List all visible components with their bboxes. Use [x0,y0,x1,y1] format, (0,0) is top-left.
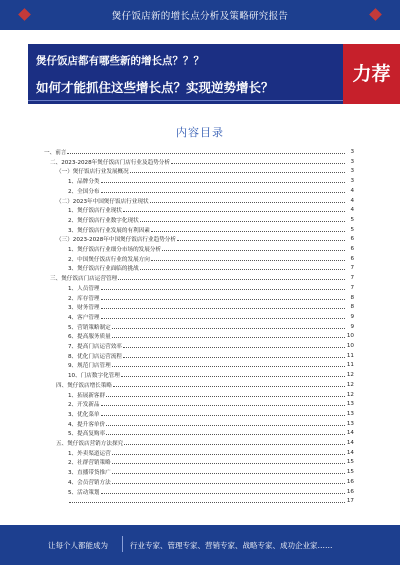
toc-heading: 内容目录 [176,126,224,139]
toc-entry[interactable] [44,410,354,418]
toc-entry-label: 1、拓展新客群 [68,392,106,399]
toc-entry-page: 9 [350,323,354,330]
toc-entry-label: 3、财务管理 [68,305,100,312]
toc-leader-dots [101,402,345,406]
toc-entry-label: 4、客户管理 [68,314,100,321]
toc-entry[interactable] [44,274,354,282]
toc-entry-label: 8、优化门店运营流程 [68,353,122,360]
toc-entry-page: 6 [350,255,354,262]
toc-leader-dots [123,208,345,212]
toc-entry-label: 2、全国分布 [68,188,100,195]
toc-entry-page: 3 [350,178,354,185]
toc-entry[interactable] [44,361,354,369]
toc-leader-dots [112,480,345,484]
toc-entry-page: 7 [350,265,354,272]
toc-entry-page: 15 [346,459,354,466]
toc-leader-dots [69,499,345,503]
toc-entry-label: 10、门店数字化管理 [68,373,120,380]
toc-entry-label: 2、库存管理 [68,295,100,302]
toc-entry-page: 3 [350,158,354,165]
toc-leader-dots [106,422,345,426]
toc-leader-dots [112,325,345,329]
toc-entry-page: 6 [350,236,354,243]
toc-leader-dots [113,383,345,387]
toc-entry-page: 14 [346,440,354,446]
toc-entry[interactable] [44,439,354,447]
toc-entry-label: 2、煲仔饭店行业数字化现状 [68,217,139,224]
toc-leader-dots [112,334,345,338]
toc-entry[interactable] [44,400,354,408]
toc-entry-label: 五、煲仔饭店营销方法探究 [56,441,124,447]
toc-leader-dots [101,412,345,416]
toc-leader-dots [112,451,345,455]
toc-entry-page: 16 [346,478,354,485]
toc-leader-dots [112,460,345,464]
toc-entry-page: 9 [350,313,354,320]
toc-entry-label: 1、品牌分类 [68,179,100,186]
toc-leader-dots [123,354,345,358]
toc-entry-label: （一）煲仔饭店行业发展概况 [56,169,129,176]
footer-divider [122,536,123,552]
toc-entry[interactable] [44,206,354,214]
toc-leader-dots [112,470,345,474]
toc-entry-label: 3、直播带货推广 [68,470,111,477]
toc-entry-label: 5、提高复购率 [68,431,106,438]
toc-leader-dots [101,296,345,300]
toc-entry-label: 5、活动策划 [68,489,100,496]
toc-entry[interactable] [44,420,354,428]
toc-entry-label: 四、煲仔饭店增长策略 [56,382,112,389]
toc-entry-page: 11 [346,352,354,359]
toc-entry-page: 4 [350,187,354,194]
toc-entry-label: 1、煲仔饭店行业现状 [68,208,122,215]
toc-entry[interactable] [44,294,354,302]
toc-entry[interactable] [44,429,354,437]
toc-entry[interactable] [44,167,354,175]
toc-entry[interactable] [44,332,354,340]
toc-entry[interactable] [44,391,354,399]
toc-entry[interactable] [44,313,354,321]
hero-headline: 如何才能抓住这些增长点？实现逆势增长？ [36,80,274,95]
toc-entry-label: 1、外卖渠道运营 [68,450,111,457]
toc-entry[interactable] [44,381,354,389]
footer-banner [0,525,400,565]
toc-leader-dots [140,218,345,222]
toc-entry[interactable] [44,216,354,224]
toc-entry-page: 6 [350,246,354,252]
toc-entry[interactable] [44,197,354,205]
recommend-stamp: 力荐 [343,44,400,104]
hero-question: 煲仔饭店都有哪些新的增长点？？？ [36,55,204,67]
toc-entry-page: 12 [346,372,354,379]
toc-leader-dots [101,305,345,309]
toc-entry[interactable] [44,449,354,457]
toc-entry[interactable] [44,284,354,292]
toc-entry[interactable] [44,235,354,243]
toc-entry-label: 4、会员营销方法 [68,479,111,486]
toc-leader-dots [162,247,345,251]
toc-entry-page: 16 [346,488,354,495]
toc-entry[interactable] [44,187,354,195]
toc-entry-label: 三、煲仔饭店门店运营管理 [50,276,118,283]
toc-entry-label: 一、前言 [44,150,67,156]
toc-entry-page: 4 [350,197,354,204]
toc-leader-dots [124,441,345,445]
toc-entry[interactable] [44,177,354,185]
toc-leader-dots [177,237,345,241]
toc-entry-page: 5 [350,216,354,223]
top-banner [0,0,400,30]
toc-entry-page: 15 [346,469,354,476]
toc-entry[interactable] [44,468,354,476]
toc-leader-dots [106,393,345,397]
toc-entry-page: 14 [346,430,354,437]
toc-leader-dots [101,179,345,183]
toc-entry-page: 17 [346,498,354,505]
toc-entry[interactable] [44,497,354,505]
toc-entry[interactable] [44,148,354,156]
toc-entry[interactable] [44,245,354,253]
toc-entry-label: 2、开发新品 [68,402,100,409]
toc-entry-label: 2、中国煲仔饭店行业的发展方向 [68,256,150,263]
toc-entry-page: 13 [346,410,354,417]
toc-entry[interactable] [44,255,354,263]
toc-leader-dots [171,160,345,164]
toc-entry-label: （二）2023年中国煲仔饭店行业现状 [56,198,149,205]
toc-entry-label: 4、提升客单价 [68,421,106,428]
toc-entry[interactable] [44,478,354,486]
toc-entry-page: 8 [350,294,354,301]
toc-entry-page: 8 [350,304,354,311]
toc-entry[interactable] [44,342,354,350]
toc-entry-page: 13 [346,420,354,427]
toc-entry-label: 3、煲仔饭店行业发展的有利因素 [68,227,150,234]
toc-entry-page: 14 [346,449,354,456]
toc-leader-dots [151,228,345,232]
toc-entry-label: 5、营销策略制定 [68,324,111,331]
toc-entry-page: 3 [350,149,354,155]
toc-entry-page: 7 [350,284,354,291]
toc-leader-dots [118,276,345,280]
toc-leader-dots [130,169,345,173]
toc-entry-label: 3、煲仔饭店行业面临的挑战 [68,266,139,273]
toc-entry-label: 7、提高门店运营效率 [68,344,122,350]
toc-entry-page: 13 [346,401,354,408]
toc-leader-dots [151,257,345,261]
toc-entry[interactable] [44,303,354,311]
toc-leader-dots [106,431,345,435]
toc-leader-dots [101,315,345,319]
toc-entry-label: 二、2023-2028年煲仔饭店门店行业及趋势分析 [50,159,170,166]
toc-leader-dots [101,490,345,494]
toc-entry-label: 1、人员管理 [68,285,100,292]
footer-slogan-right: 行业专家、管理专家、营销专家、战略专家、成功企业家…… [130,541,333,550]
toc-entry-label: 6、提高服务质量 [68,334,111,341]
toc-entry-page: 7 [350,275,354,282]
toc-leader-dots [121,373,345,377]
footer-slogan-left: 让每个人都能成为 [48,541,108,550]
toc-leader-dots [150,199,345,203]
toc-entry[interactable] [44,458,354,466]
toc-entry-label: 9、规范门店管理 [68,363,111,370]
toc-entry[interactable] [44,226,354,234]
toc-leader-dots [140,266,345,270]
toc-entry-page: 10 [346,333,354,340]
toc-entry[interactable] [44,264,354,272]
toc-leader-dots [101,286,345,290]
toc-entry[interactable] [44,323,354,331]
toc-leader-dots [101,189,345,193]
toc-entry-page: 3 [350,168,354,175]
toc-entry[interactable] [44,488,354,496]
toc-entry[interactable] [44,371,354,379]
toc-entry-page: 12 [346,391,354,398]
report-title: 煲仔饭店新的增长点分析及策略研究报告 [111,11,289,22]
toc-entry-page: 10 [346,343,354,349]
toc-leader-dots [67,150,345,154]
toc-entry-label: 1、煲仔饭店行业细分市场的发展分析 [68,247,162,253]
table-of-contents [44,148,354,508]
toc-entry-label: （三）2023-2028年中国煲仔饭店行业趋势分析 [56,237,176,244]
toc-entry-label: 2、社群营销策略 [68,460,111,467]
hero-box [28,44,343,104]
toc-leader-dots [123,344,345,348]
toc-entry-page: 11 [346,362,354,369]
toc-entry-page: 12 [346,381,354,388]
toc-leader-dots [112,363,345,367]
toc-entry-page: 4 [350,207,354,214]
toc-entry[interactable] [44,352,354,360]
hero-divider [28,100,343,101]
toc-entry-label: 3、优化菜单 [68,411,100,418]
toc-entry[interactable] [44,158,354,166]
toc-entry-page: 5 [350,226,354,233]
